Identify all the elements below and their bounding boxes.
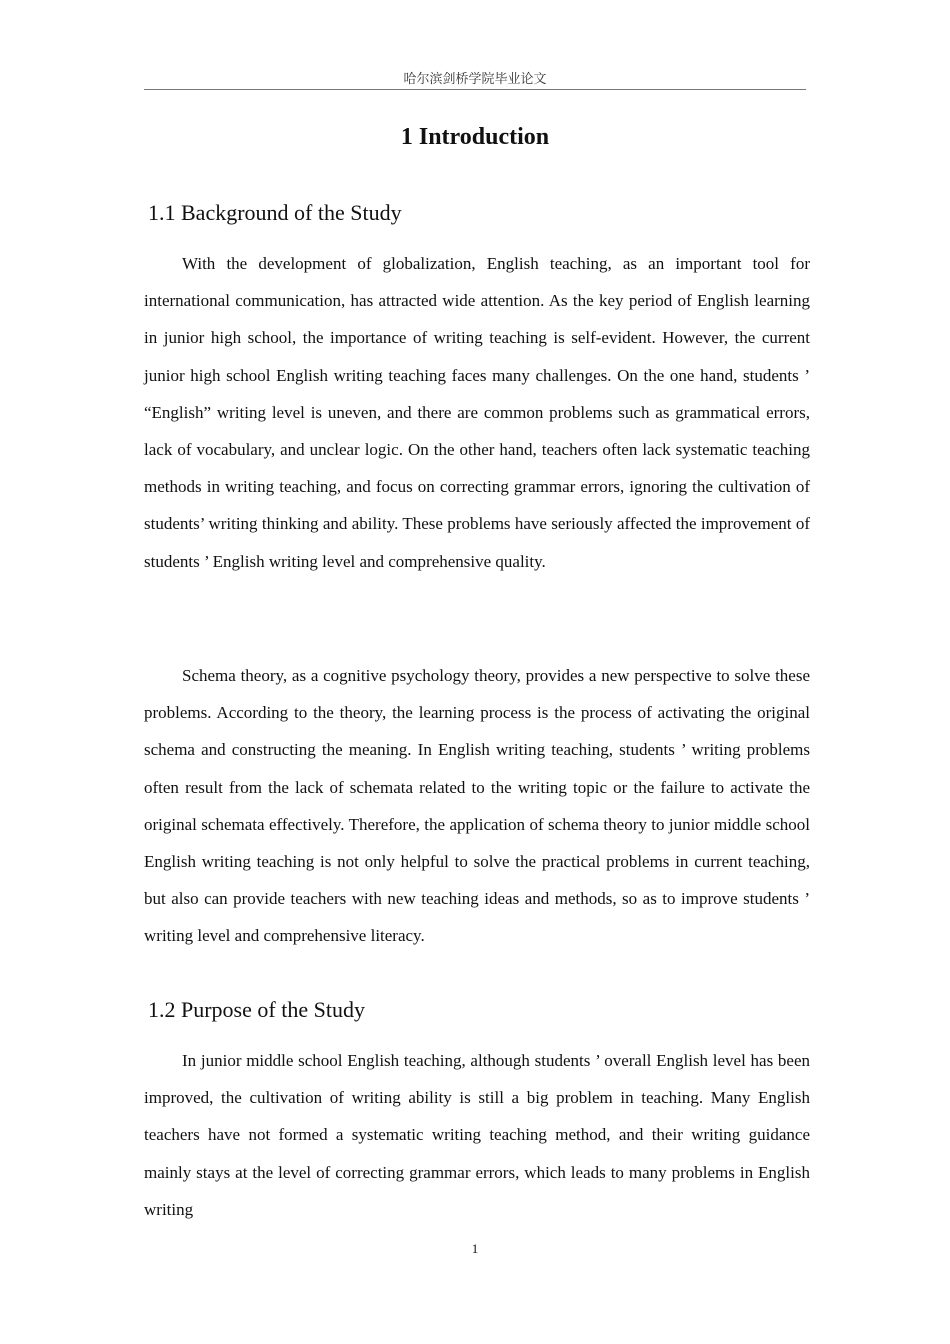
paragraph-background-2: Schema theory, as a cognitive psychology theory, provides a new perspective to solve these problems. According to the theory, the learning process is the process of activating the original schema and constructing the meaning. In English writing teaching, students ’ writing problems often result from the lack of schemata related to the writing topic or the failure to activate the original schemata effectively. Therefore, the application of schema theory to junior middle school English writing teaching is not only helpful to solve the practical problems in current teaching, but also can provide teachers with new teaching ideas and methods, so as to improve students ’ writing level and comprehensive literacy. [144, 666, 810, 946]
header-divider [144, 89, 806, 90]
section-heading-background: 1.1 Background of the Study [148, 200, 402, 225]
chapter-title: 1 Introduction [400, 124, 550, 150]
page-number: 1 [471, 1241, 479, 1256]
paragraph-purpose-1: In junior middle school English teaching, although students ’ overall English level has been improved, the cultivation of writing ability is still a big problem in teaching. Many English teachers have not formed a systematic writing teaching method, and their writing guidance mainly stays at the level of correcting grammar errors, which leads to many problems in English writing [144, 1051, 810, 1219]
running-header: 哈尔滨剑桥学院毕业论文 [403, 72, 547, 87]
paragraph-background-1: With the development of globalization, English teaching, as an important tool for international communication, has attracted wide attention. As the key period of English learning in junior high school, the importance of writing teaching is self-evident. However, the current junior high school English writing teaching faces many challenges. On the one hand, students ’ “English” writing level is uneven, and there are common problems such as grammatical errors, lack of vocabulary, and unclear logic. On the other hand, teachers often lack systematic teaching methods in writing teaching, and focus on correcting grammar errors, ignoring the cultivation of students’ writing thinking and ability. These problems have seriously affected the improvement of students ’ English writing level and comprehensive quality. [144, 254, 810, 571]
section-heading-purpose: 1.2 Purpose of the Study [148, 997, 365, 1022]
